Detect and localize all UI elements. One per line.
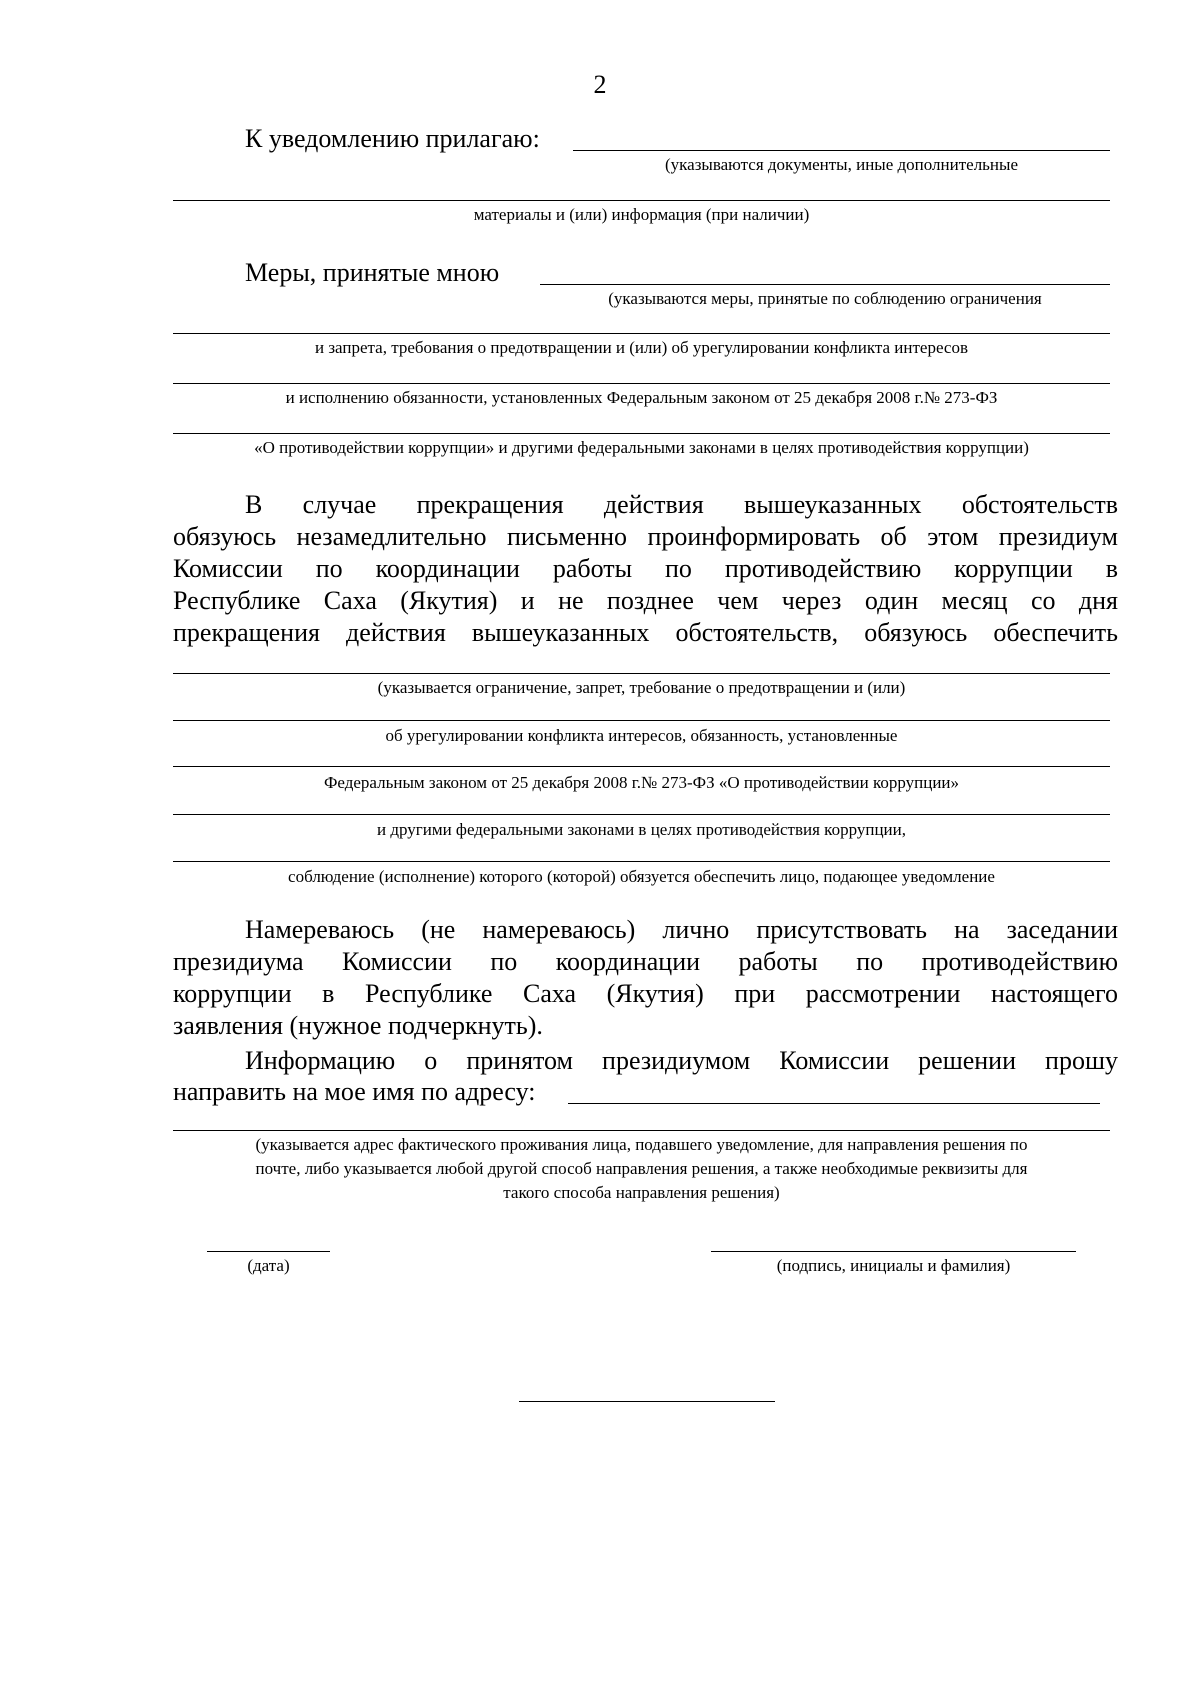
attendance-line: президиума Комиссии по координации работы по противодействию [173,947,1118,976]
date-fill-line[interactable] [207,1251,330,1252]
address-hint-3: такого способа направления решения) [503,1183,780,1202]
signature-fill-line[interactable] [711,1251,1076,1252]
measures-fill-line-2[interactable] [173,333,1110,334]
attendance-line: заявления (нужное подчеркнуть). [173,1011,543,1040]
obligation-line: В случае прекращения действия вышеуказанных обстоятельств [245,490,1118,519]
measures-hint-1: (указываются меры, принятые по соблюдению ограничения [608,289,1042,308]
attachments-label: К уведомлению прилагаю: [245,124,540,153]
page-number: 2 [593,70,607,99]
restriction-hint-2: об урегулировании конфликта интересов, обязанность, установленные [385,726,898,745]
obligation-line: Республике Саха (Якутия) и не позднее чем через один месяц со дня [173,586,1118,615]
measures-fill-line-1[interactable] [540,284,1110,285]
restriction-fill-line-2[interactable] [173,720,1110,721]
address-hint-2: почте, либо указывается любой другой способ направления решения, а также необходимые реквизиты для [255,1159,1028,1178]
obligation-line: обязуюсь незамедлительно письменно проинформировать об этом президиум [173,522,1118,551]
decision-line-1: Информацию о принятом президиумом Комиссии решении прошу [245,1046,1118,1075]
restriction-hint-1: (указывается ограничение, запрет, требование о предотвращении и (или) [377,678,906,697]
restriction-hint-3: Федеральным законом от 25 декабря 2008 г.№ 273-ФЗ «О противодействии коррупции» [323,773,960,792]
obligation-line: прекращения действия вышеуказанных обстоятельств, обязуюсь обеспечить [173,618,1118,647]
obligation-line: Комиссии по координации работы по противодействию коррупции в [173,554,1118,583]
date-label: (дата) [247,1256,290,1275]
bottom-separator [519,1401,775,1402]
restriction-fill-line-3[interactable] [173,766,1110,767]
decision-address-label: направить на мое имя по адресу: [173,1077,536,1106]
attachments-hint-2: материалы и (или) информация (при наличии) [473,205,810,224]
restriction-hint-4: и другими федеральными законами в целях противодействия коррупции, [376,820,906,839]
restriction-fill-line-1[interactable] [173,673,1110,674]
attachments-fill-line-1[interactable] [573,150,1110,151]
measures-label: Меры, принятые мною [245,258,500,287]
restriction-fill-line-5[interactable] [173,861,1110,862]
address-hint-1: (указывается адрес фактического проживания лица, подавшего уведомление, для направления решения по [255,1135,1028,1154]
measures-hint-2: и запрета, требования о предотвращении и (или) об урегулировании конфликта интересов [314,338,968,357]
attachments-fill-line-2[interactable] [173,200,1110,201]
measures-hint-4: «О противодействии коррупции» и другими федеральными законами в целях противодействия коррупции) [254,438,1029,457]
measures-fill-line-4[interactable] [173,433,1110,434]
measures-fill-line-3[interactable] [173,383,1110,384]
address-fill-line-1[interactable] [568,1103,1100,1104]
signature-label: (подпись, инициалы и фамилия) [776,1256,1011,1275]
attendance-line: коррупции в Республике Саха (Якутия) при рассмотрении настоящего [173,979,1118,1008]
measures-hint-3: и исполнению обязанности, установленных Федеральным законом от 25 декабря 2008 г.№ 273-ФЗ [285,388,998,407]
attachments-hint-1: (указываются документы, иные дополнительные [664,155,1018,174]
address-fill-line-2[interactable] [173,1130,1110,1131]
attendance-line: Намереваюсь (не намереваюсь) лично присутствовать на заседании [245,915,1118,944]
restriction-fill-line-4[interactable] [173,814,1110,815]
restriction-hint-5: соблюдение (исполнение) которого (которой) обязуется обеспечить лицо, подающее уведомление [288,867,995,886]
